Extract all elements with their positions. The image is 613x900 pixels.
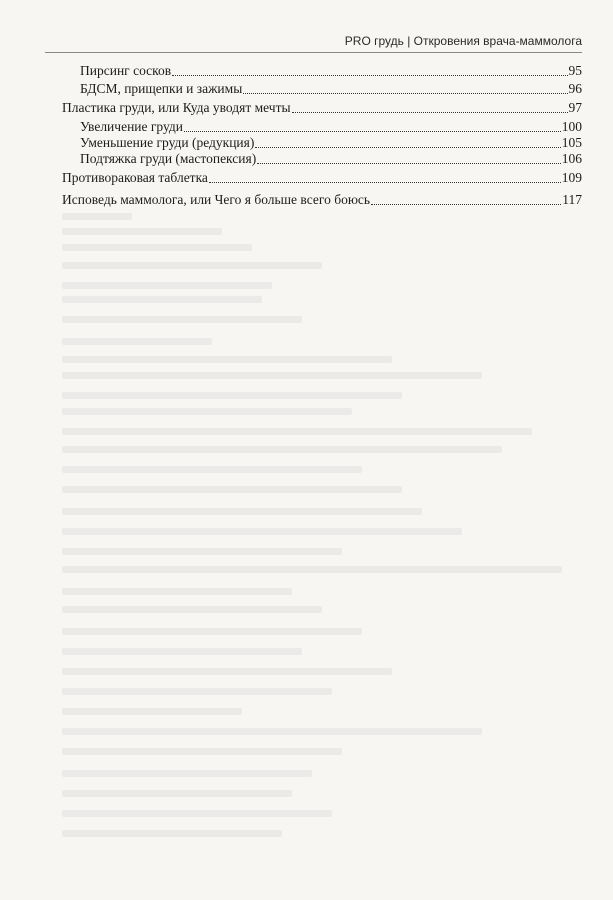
toc-entry-page: 97 bbox=[568, 100, 582, 115]
dot-leader bbox=[209, 172, 561, 183]
dot-leader bbox=[172, 65, 567, 76]
dot-leader bbox=[371, 194, 561, 205]
toc-entry-title: Пластика груди, или Куда уводят мечты bbox=[62, 100, 291, 115]
toc-entry-page: 109 bbox=[561, 170, 582, 185]
toc-entry[interactable] bbox=[80, 62, 582, 80]
toc-entry-page: 100 bbox=[561, 119, 582, 134]
toc-entry-title: Подтяжка груди (мастопексия) bbox=[80, 151, 257, 166]
toc-entry[interactable] bbox=[62, 169, 582, 187]
toc-entry-title: Пирсинг сосков bbox=[80, 63, 172, 78]
toc-entry-title: Исповедь маммолога, или Чего я больше всего боюсь bbox=[62, 192, 371, 207]
header-rule bbox=[45, 52, 582, 53]
dot-leader bbox=[184, 121, 561, 132]
toc-entry-page: 96 bbox=[568, 81, 582, 96]
toc-entry-title: БДСМ, прищепки и зажимы bbox=[80, 81, 243, 96]
toc-entry-page: 106 bbox=[561, 151, 582, 166]
toc-entry-page: 95 bbox=[568, 63, 582, 78]
toc-entry-page: 117 bbox=[562, 192, 582, 207]
toc-entry-title: Увеличение груди bbox=[80, 119, 183, 134]
running-header: PRO грудь | Откровения врача-маммолога bbox=[344, 34, 582, 48]
toc-entry[interactable] bbox=[80, 80, 582, 98]
dot-leader bbox=[243, 83, 567, 94]
dot-leader bbox=[255, 137, 560, 148]
dot-leader bbox=[257, 153, 561, 164]
dot-leader bbox=[292, 102, 568, 113]
toc-entry[interactable] bbox=[80, 150, 582, 168]
toc-entry[interactable] bbox=[62, 99, 582, 117]
toc-entry-title: Противораковая таблетка bbox=[62, 170, 208, 185]
toc-entry[interactable] bbox=[62, 191, 582, 209]
toc-entry-page: 105 bbox=[561, 135, 582, 150]
toc-entry-title: Уменьшение груди (редукция) bbox=[80, 135, 255, 150]
